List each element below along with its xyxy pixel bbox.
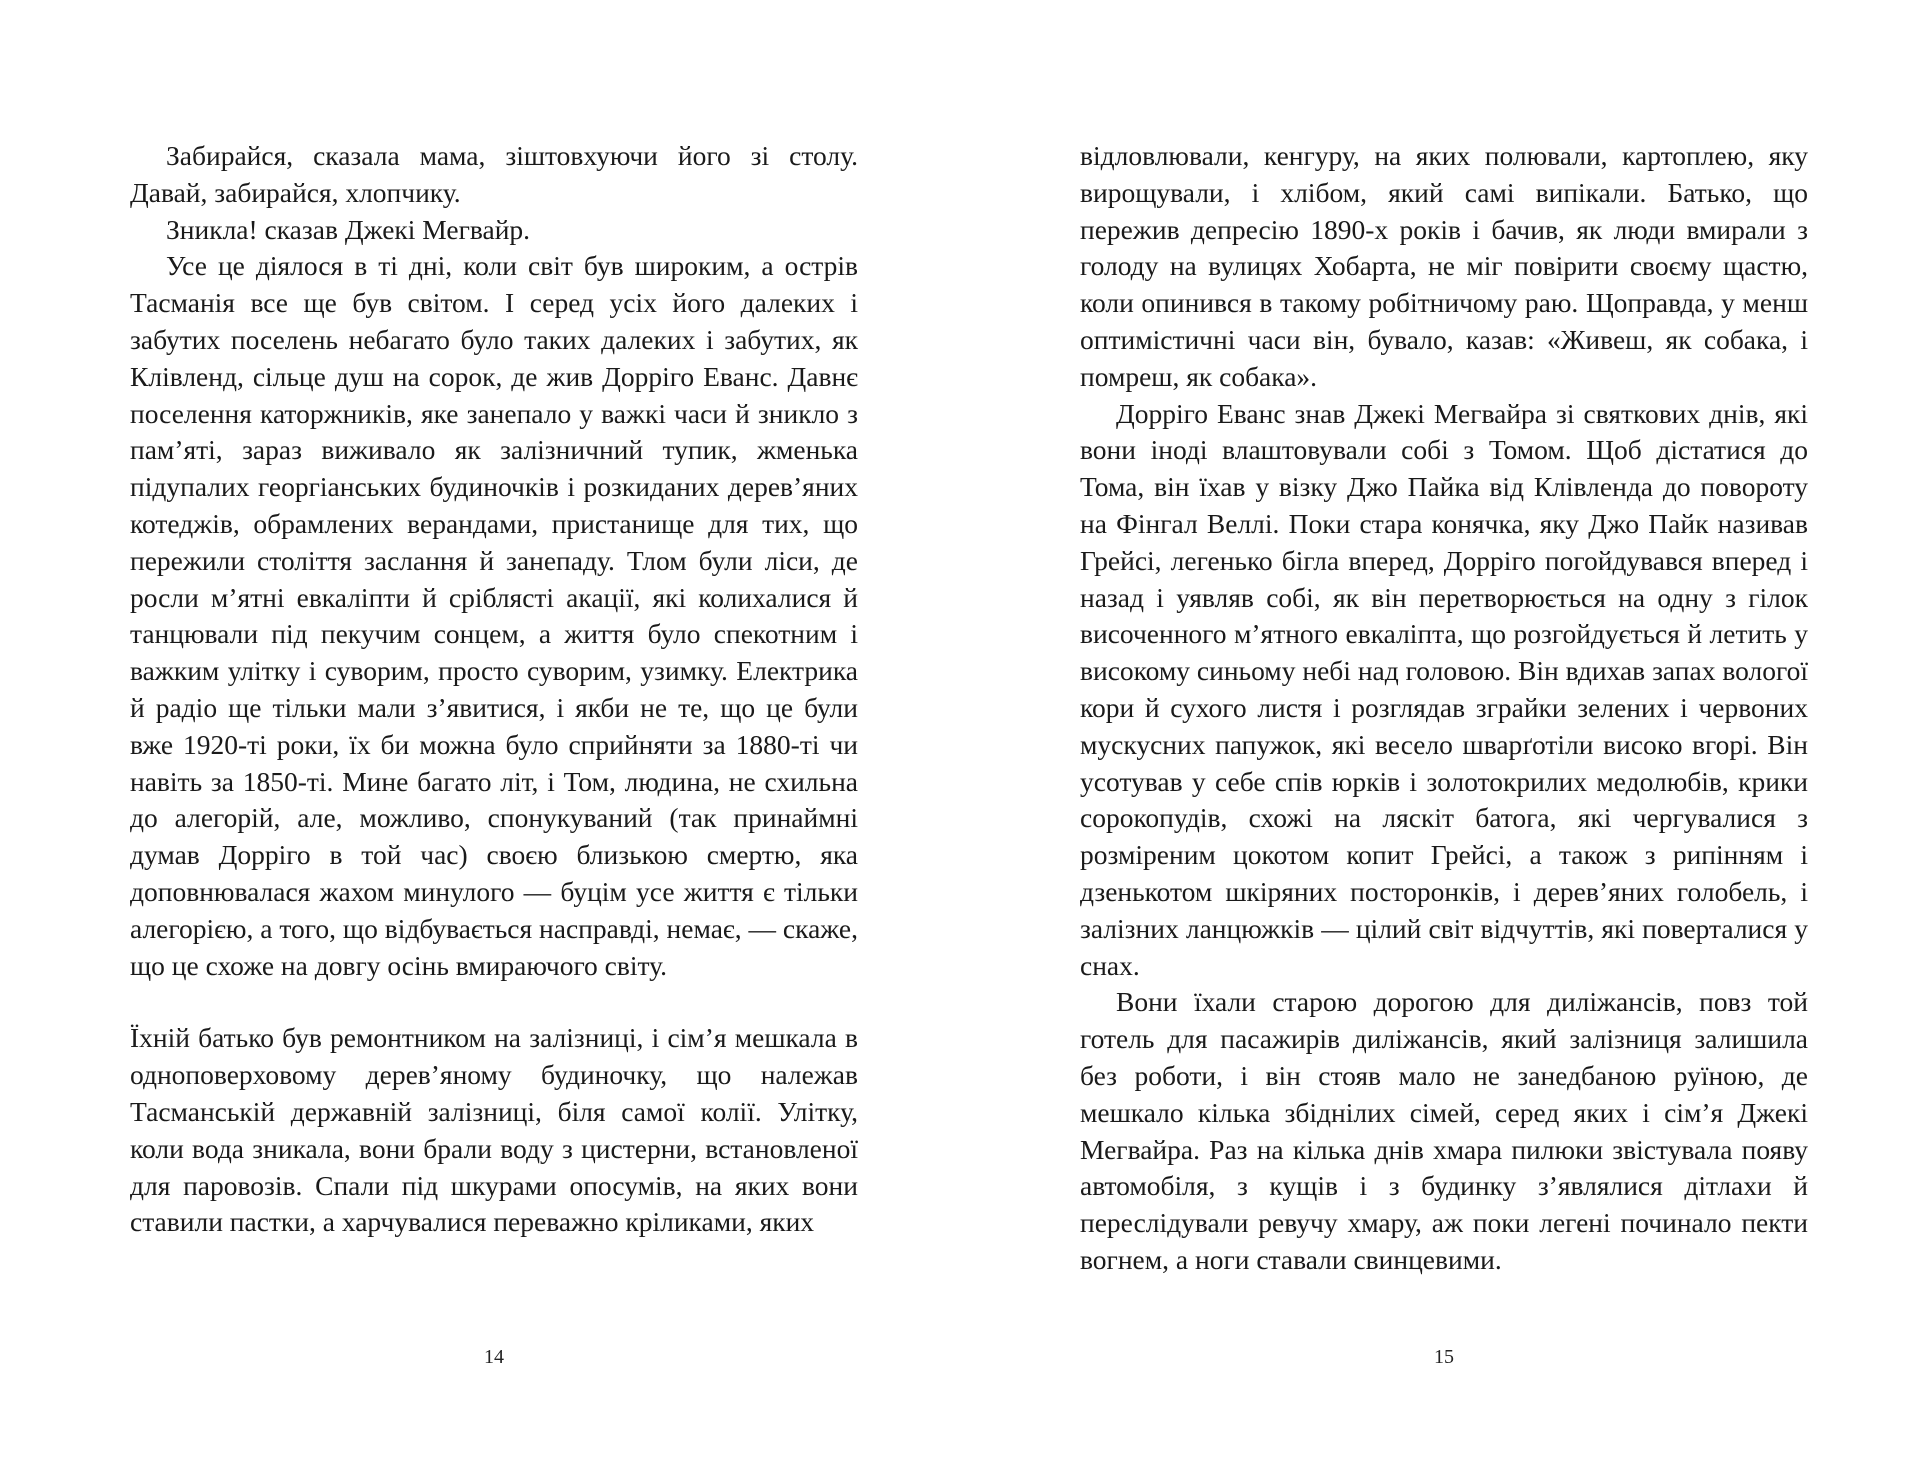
right-page <box>1080 138 1808 1279</box>
left-page-number: 14 <box>484 1346 504 1368</box>
left-page <box>130 138 858 1241</box>
left-paragraph-1: Забирайся, сказала мама, зіштовхуючи його зі столу. Давай, забирайся, хлопчику. <box>130 140 858 208</box>
left-paragraph-2: Зникла! сказав Джекі Мегвайр. <box>166 213 531 245</box>
right-paragraph-3: Вони їхали старою дорогою для диліжансів, повз той готель для пасажирів диліжансів, який залізниця залишила без роботи, і він стояв мало не занедбаною руїною, де мешкало кілька збіднілих сімей, серед яких і сім’я Джекі Мегвайра. Раз на кілька днів хмара пилюки звістувала появу автомобіля, з кущів і з будинку з’являлися дітлахи й переслідували ревучу хмару, аж поки легені починало пекти вогнем, а ноги ставали свинцевими. <box>1080 986 1808 1275</box>
right-page-number: 15 <box>1434 1346 1454 1368</box>
left-paragraph-4: Їхній батько був ремонтником на залізниці, і сім’я мешкала в одноповерховому дерев’яному будиночку, що належав Тасманській державній залізниці, біля самої колії. Улітку, коли вода зникала, вони брали воду з цистерни, встановленої для паровозів. Спали під шкурами опосумів, на яких вони ставили пастки, а харчувалися переважно кріликами, яких <box>130 1022 858 1238</box>
left-paragraph-3: Усе це діялося в ті дні, коли світ був широким, а острів Тасманія все ще був світом. І серед усіх його далеких і забутих поселень небагато було таких далеких і забутих, як Клівленд, сільце душ на сорок, де жив Дорріго Еванс. Давнє поселення каторжників, яке занепало у важкі часи й зникло з пам’яті, зараз виживало як залізничний тупик, жменька підупалих георгіанських будиночків і розкиданих дерев’яних котеджів, обрамлених верандами, пристанище для тих, що пережили століття заслання й занепаду. Тлом були ліси, де росли м’ятні евкаліпти й сріблясті акації, які колихалися й танцювали під пекучим сонцем, а життя було спекотним і важким улітку і суворим, просто суворим, узимку. Електрика й радіо ще тільки мали з’явитися, і якби не те, що це були вже 1920-ті роки, їх би можна було сприйняти за 1880-ті чи навіть за 1850-ті. Мине багато літ, і Том, людина, не схильна до алегорій, але, можливо, спонукуваний (так принаймні думав Дорріго в той час) своєю близькою смертю, яка доповнювалася жахом минулого — буцім усе життя є тільки алегорією, а того, що відбувається насправді, немає, — скаже, що це схоже на довгу осінь вмираючого світу. <box>130 250 858 981</box>
right-paragraph-1: відловлювали, кенгуру, на яких полювали, картоплею, яку вирощували, і хлібом, який самі випікали. Батько, що пережив депресію 1890-х років і бачив, як люди вмирали з голоду на вулицях Хобарта, не міг повірити своєму щастю, коли опинився в такому робітничому раю. Щоправда, у менш оптимістичні часи він, бувало, казав: «Живеш, як собака, і помреш, як собака». <box>1080 140 1808 392</box>
right-paragraph-2: Дорріго Еванс знав Джекі Мегвайра зі святкових днів, які вони іноді влаштовували собі з Томом. Щоб дістатися до Тома, він їхав у візку Джо Пайка від Клівленда до повороту на Фінгал Веллі. Поки стара конячка, яку Джо Пайк називав Грейсі, легенько бігла вперед, Дорріго погойдувався вперед і назад і уявляв собі, як він перетворюється на одну з гілок височенного м’ятного евкаліпта, що розгойдується й летить у високому синьому небі над головою. Він вдихав запах вологої кори й сухого листя і розглядав зграйки зелених і червоних мускусних папужок, які весело шварґотіли високо вгорі. Він усотував у себе спів юрків і золотокрилих медолюбів, крики сорокопудів, схожі на ляскіт батога, які чергувалися з розміреним цокотом копит Грейсі, а також з рипінням і дзенькотом шкіряних посторонків, і дерев’яних голобель, і залізних ланцюжків — цілий світ відчуттів, які поверталися у снах. <box>1080 397 1808 981</box>
